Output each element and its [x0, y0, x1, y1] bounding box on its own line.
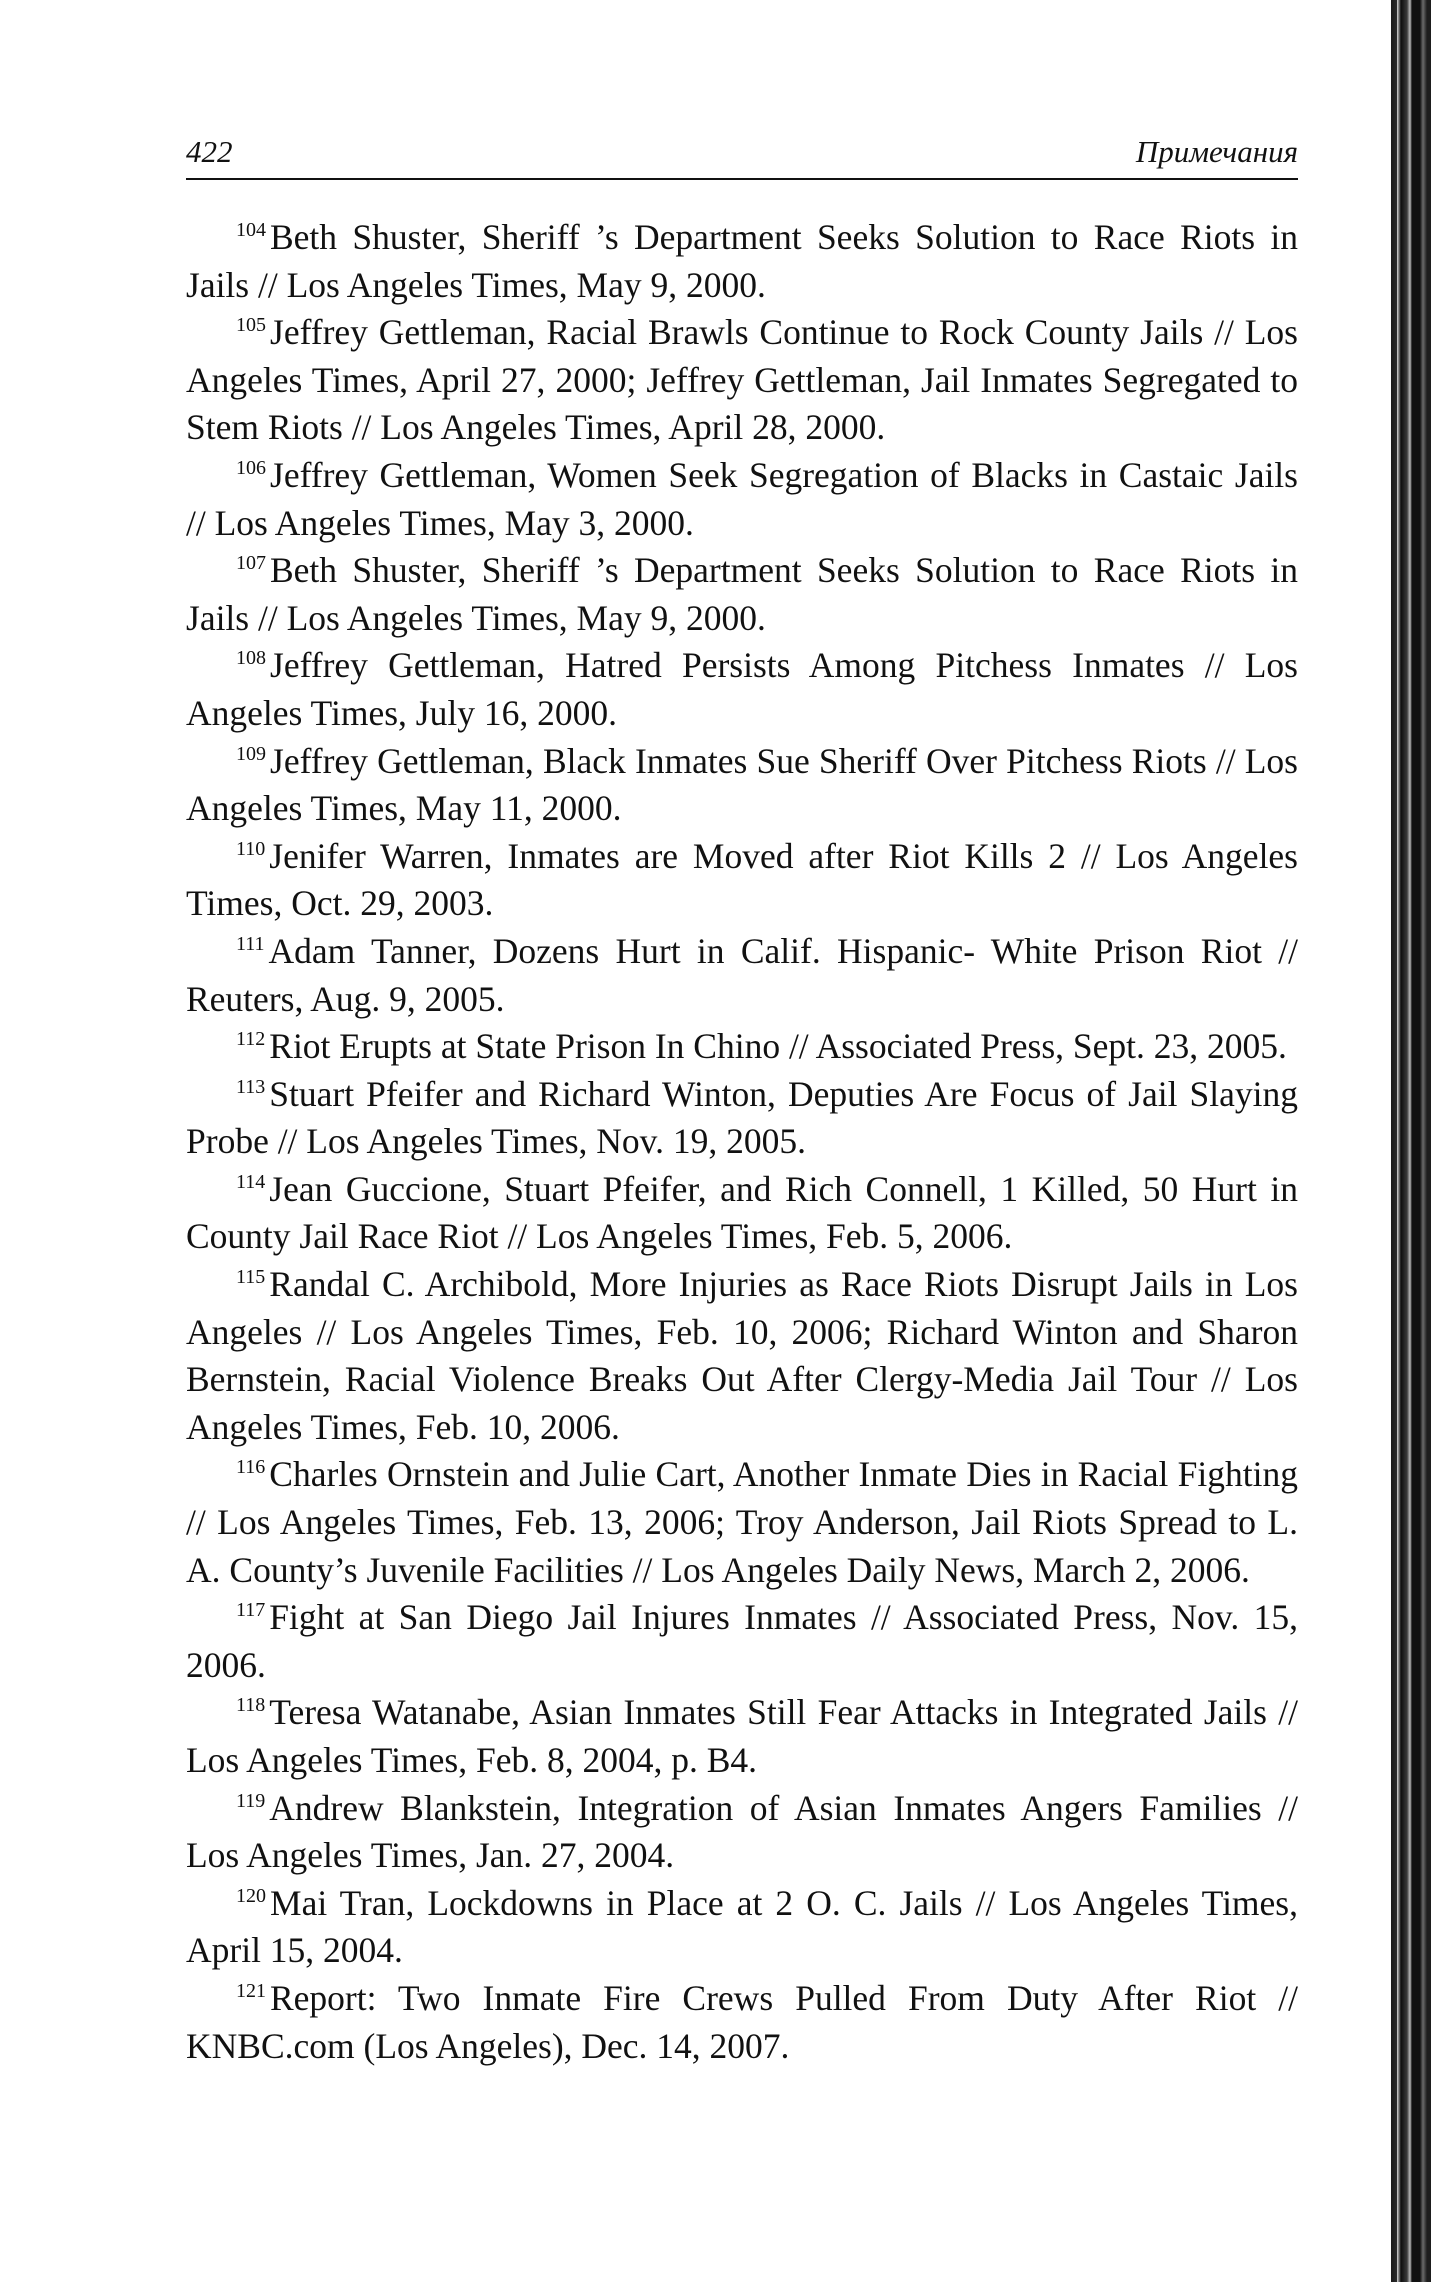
endnote-text: Beth Shuster, Sheriff ’s Department Seeks Solution to Race Riots in Jails // Los Angeles Times, May 9, 2000. [186, 217, 1298, 305]
endnote-number: 119 [236, 1789, 266, 1812]
endnote [186, 738, 1298, 833]
endnote-text: Jean Guccione, Stuart Pfeifer, and Rich Connell, 1 Killed, 50 Hurt in County Jail Race Riot // Los Angeles Times, Feb. 5, 2006. [186, 1168, 1298, 1257]
endnote [186, 928, 1298, 1023]
endnote-text: Fight at San Diego Jail Injures Inmates // Associated Press, Nov. 15, 2006. [186, 1597, 1298, 1685]
endnote-text: Jeffrey Gettleman, Women Seek Segregation of Blacks in Castaic Jails // Los Angeles Times, May 3, 2000. [186, 454, 1298, 543]
endnote-text: Mai Tran, Lockdowns in Place at 2 O. C. Jails // Los Angeles Times, April 15, 2004. [186, 1882, 1298, 1971]
endnote-text: Jeffrey Gettleman, Hatred Persists Among Pitchess Inmates // Los Angeles Times, July 16, 2000. [186, 645, 1298, 733]
running-title: Примечания [1135, 134, 1298, 169]
endnote [186, 452, 1298, 547]
endnote [186, 1261, 1298, 1451]
endnote-text: Teresa Watanabe, Asian Inmates Still Fear Attacks in Integrated Jails // Los Angeles Times, Feb. 8, 2004, p. B4. [186, 1692, 1298, 1780]
endnote-number: 109 [236, 742, 266, 765]
endnote-number: 111 [236, 932, 265, 955]
endnote-text: Jeffrey Gettleman, Black Inmates Sue Sheriff Over Pitchess Riots // Los Angeles Times, May 11, 2000. [186, 740, 1298, 829]
endnote-number: 118 [236, 1694, 266, 1717]
header-rule [186, 178, 1298, 180]
endnote [186, 833, 1298, 928]
endnote-text: Stuart Pfeifer and Richard Winton, Deputies Are Focus of Jail Slaying Probe // Los Angeles Times, Nov. 19, 2005. [186, 1073, 1298, 1162]
endnote-number: 106 [236, 456, 266, 479]
endnote-number: 121 [236, 1979, 266, 2002]
page-header [186, 128, 1298, 176]
endnote [186, 1166, 1298, 1261]
endnote-text: Report: Two Inmate Fire Crews Pulled From Duty After Riot // KNBC.com (Los Angeles), Dec. 14, 2007. [186, 1977, 1298, 2066]
page-number: 422 [186, 134, 233, 169]
endnote-number: 115 [236, 1266, 266, 1289]
scan-binding-edge [1385, 0, 1431, 2282]
endnote [186, 1880, 1298, 1975]
endnote [186, 1785, 1298, 1880]
endnote [186, 1594, 1298, 1689]
endnote-text: Riot Erupts at State Prison In Chino // Associated Press, Sept. 23, 2005. [269, 1026, 1287, 1067]
endnote-number: 107 [236, 552, 266, 575]
endnote-number: 120 [236, 1884, 266, 1907]
endnote [186, 1023, 1298, 1071]
endnote-text: Jenifer Warren, Inmates are Moved after Riot Kills 2 // Los Angeles Times, Oct. 29, 2003. [186, 835, 1298, 924]
endnote-number: 117 [236, 1599, 266, 1622]
endnotes-list [186, 214, 1298, 2070]
endnote [186, 1071, 1298, 1166]
endnote [186, 642, 1298, 737]
endnote-number: 104 [236, 219, 266, 241]
endnote [186, 309, 1298, 452]
endnote-number: 105 [236, 314, 266, 337]
endnote-text: Charles Ornstein and Julie Cart, Another Inmate Dies in Racial Fighting // Los Angeles Times, Feb. 13, 2006; Troy Anderson, Jail Riots Spread to L. A. County’s Juvenile Facilities // Los Angeles Daily News, March 2, 2006. [186, 1454, 1298, 1590]
endnote-text: Adam Tanner, Dozens Hurt in Calif. Hispanic- White Prison Riot // Reuters, Aug. 9, 2005. [186, 930, 1298, 1019]
endnote-text: Randal C. Archibold, More Injuries as Race Riots Disrupt Jails in Los Angeles // Los Angeles Times, Feb. 10, 2006; Richard Winton and Sharon Bernstein, Racial Violence Breaks Out After Clergy-Media Jail Tour // Los Angeles Times, Feb. 10, 2006. [186, 1264, 1298, 1447]
endnote-number: 110 [236, 837, 266, 860]
endnote-number: 112 [236, 1028, 266, 1051]
endnote [186, 214, 1298, 309]
endnote-number: 116 [236, 1456, 266, 1479]
endnote-number: 108 [236, 647, 266, 670]
endnote-number: 113 [236, 1075, 266, 1098]
endnote [186, 547, 1298, 642]
endnote-number: 114 [236, 1170, 266, 1193]
endnote-text: Jeffrey Gettleman, Racial Brawls Continue to Rock County Jails // Los Angeles Times, April 27, 2000; Jeffrey Gettleman, Jail Inmates Segregated to Stem Riots // Los Angeles Times, April 28, 2000. [186, 312, 1298, 448]
endnote [186, 1451, 1298, 1594]
endnote [186, 1975, 1298, 2070]
endnote [186, 1689, 1298, 1784]
endnote-text: Beth Shuster, Sheriff ’s Department Seeks Solution to Race Riots in Jails // Los Angeles Times, May 9, 2000. [186, 550, 1298, 638]
endnote-text: Andrew Blankstein, Integration of Asian Inmates Angers Families // Los Angeles Times, Jan. 27, 2004. [186, 1787, 1298, 1876]
